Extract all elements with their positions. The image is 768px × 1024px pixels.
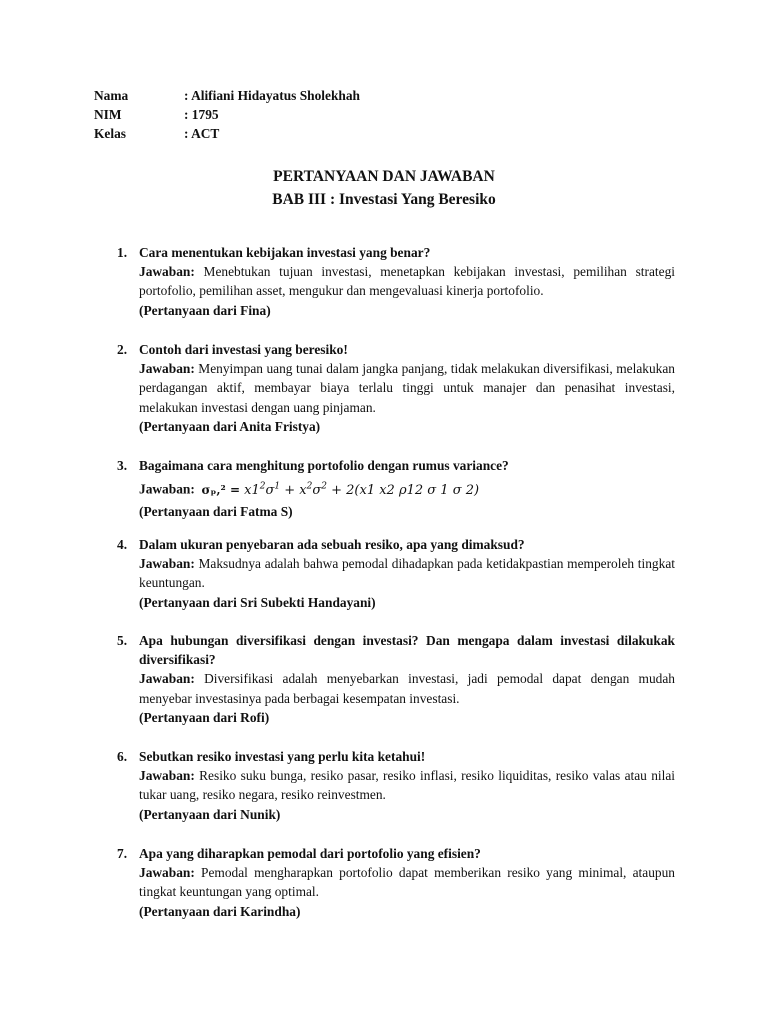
answer-block <box>139 475 675 501</box>
nim-label: NIM <box>94 107 122 122</box>
formula-exp-4: 2 <box>321 481 327 492</box>
formula-term-3: x <box>299 482 307 498</box>
formula-plus: + <box>284 482 296 498</box>
question-source: (Pertanyaan dari Sri Subekti Handayani) <box>139 594 376 610</box>
answer-label: Jawaban: <box>139 671 195 687</box>
qa-item-6 <box>117 747 675 824</box>
qa-item-4 <box>117 535 675 612</box>
name-label: Nama <box>94 88 129 103</box>
formula-term-2: σ <box>265 482 275 498</box>
question-source: (Pertanyaan dari Karindha) <box>139 903 301 919</box>
formula-term-1: x1 <box>244 482 260 498</box>
formula-exp-3: 2 <box>306 481 313 492</box>
answer-text: Menebtukan tujuan investasi, menetapkan kebijakan investasi, pemilihan strategi portofolio, pemilihan asset, mengukur dan mengevaluasi kinerja portofolio. <box>139 264 675 299</box>
question-text: Bagaimana cara menghitung portofolio dengan rumus variance? <box>139 458 509 473</box>
answer-label: Jawaban: <box>139 865 195 881</box>
answer-block <box>139 766 675 804</box>
answer-label: Jawaban: <box>139 481 195 497</box>
name-row <box>94 86 360 106</box>
question-source: (Pertanyaan dari Fina) <box>139 302 271 318</box>
answer-block <box>139 262 675 300</box>
question-text: Dalam ukuran penyebaran ada sebuah resiko, apa yang dimaksud? <box>139 537 525 552</box>
answer-block <box>139 359 675 417</box>
item-number: 5. <box>117 633 128 648</box>
answer-text: Maksudnya adalah bahwa pemodal dihadapkan pada ketidakpastian memperoleh tingkat keuntungan. <box>139 556 675 591</box>
document-subtitle: BAB III : Investasi Yang Beresiko <box>272 191 496 208</box>
question-text: Contoh dari investasi yang beresiko! <box>139 342 348 357</box>
item-number: 2. <box>117 342 128 357</box>
formula-term-4: σ <box>312 482 322 498</box>
variance-formula <box>202 483 480 498</box>
formula-exp-1: 2 <box>259 481 266 492</box>
item-number: 1. <box>117 245 128 260</box>
qa-item-5 <box>117 631 675 727</box>
question-text: Sebutkan resiko investasi yang perlu kita ketahui! <box>139 749 426 764</box>
qa-item-7 <box>117 844 675 921</box>
answer-label: Jawaban: <box>139 768 195 784</box>
question-text: Apa hubungan diversifikasi dengan investasi? Dan mengapa dalam investasi dilakukak diversifikasi? <box>139 633 675 668</box>
item-number: 3. <box>117 458 128 473</box>
question-source: (Pertanyaan dari Rofi) <box>139 709 270 725</box>
answer-label: Jawaban: <box>139 556 195 572</box>
qa-item-2 <box>117 340 675 436</box>
class-value: : ACT <box>184 126 220 141</box>
question-text: Cara menentukan kebijakan investasi yang benar? <box>139 245 431 260</box>
item-number: 6. <box>117 749 128 764</box>
qa-item-3 <box>117 456 675 521</box>
nim-value: : 1795 <box>184 107 219 122</box>
answer-block <box>139 863 675 901</box>
answer-label: Jawaban: <box>139 361 195 377</box>
question-source: (Pertanyaan dari Anita Fristya) <box>139 418 321 434</box>
class-row <box>94 124 219 144</box>
question-source: (Pertanyaan dari Fatma S) <box>139 503 293 519</box>
answer-text: Pemodal mengharapkan portofolio dapat memberikan resiko yang minimal, ataupun tingkat keuntungan yang optimal. <box>139 865 675 900</box>
document-title: PERTANYAAN DAN JAWABAN <box>273 168 495 185</box>
name-value: : Alifiani Hidayatus Sholekhah <box>184 88 360 103</box>
answer-text: Diversifikasi adalah menyebarkan investasi, jadi pemodal dapat dengan mudah menyebar investasinya pada berbagai kesempatan investasi. <box>139 671 675 706</box>
formula-rest: + 2(x1 x2 ρ12 σ 1 σ 2) <box>331 482 480 498</box>
question-source: (Pertanyaan dari Nunik) <box>139 806 281 822</box>
answer-block <box>139 669 675 707</box>
formula-lhs: σₚ,² = <box>201 482 241 497</box>
qa-item-1 <box>117 243 675 320</box>
class-label: Kelas <box>94 126 126 141</box>
answer-text: Menyimpan uang tunai dalam jangka panjang, tidak melakukan diversifikasi, melakukan perdagangan aktif, membayar biaya terlalu tinggi untuk manajer dan penasihat investasi, melakukan investasi dengan uang pinjaman. <box>139 361 675 415</box>
answer-block <box>139 554 675 592</box>
formula-exp-2: 1 <box>274 481 281 492</box>
nim-row <box>94 105 219 125</box>
answer-text: Resiko suku bunga, resiko pasar, resiko inflasi, resiko liquiditas, resiko valas atau nilai tukar uang, resiko negara, resiko reinvestmen. <box>139 768 675 803</box>
item-number: 4. <box>117 537 128 552</box>
answer-label: Jawaban: <box>139 264 195 280</box>
question-text: Apa yang diharapkan pemodal dari portofolio yang efisien? <box>139 846 481 861</box>
item-number: 7. <box>117 846 128 861</box>
